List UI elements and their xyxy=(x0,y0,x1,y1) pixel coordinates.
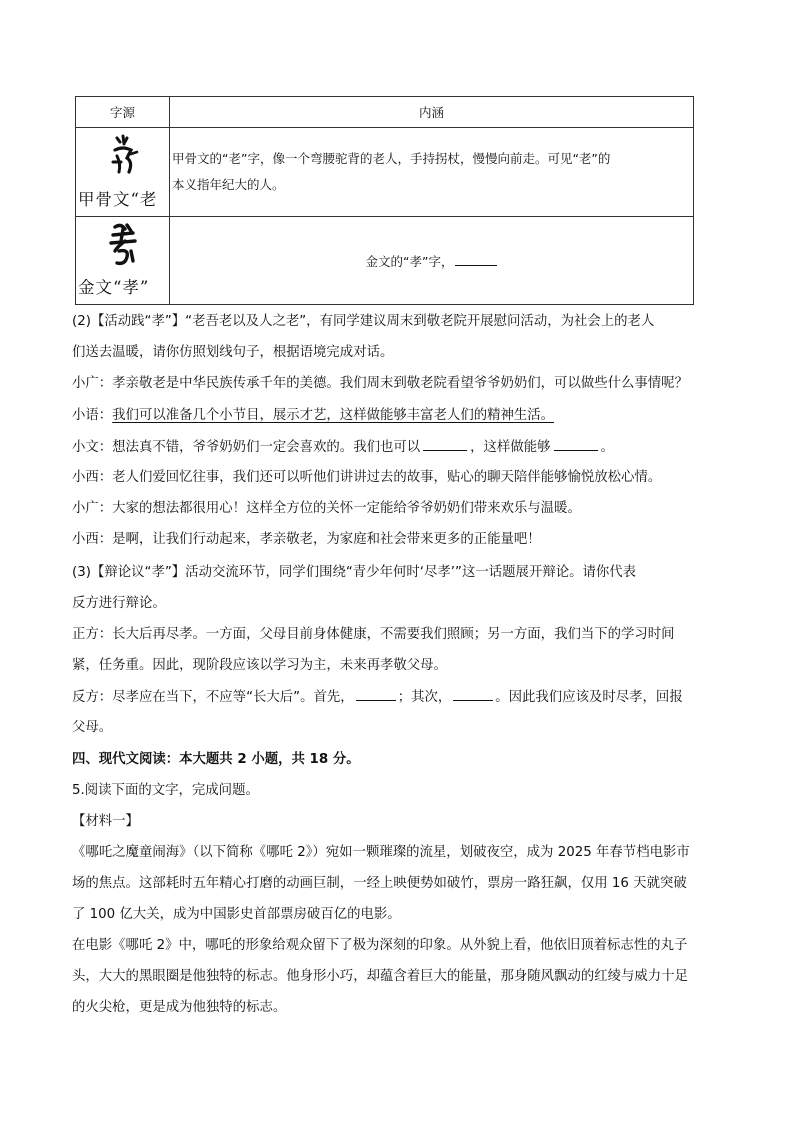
answer-blank xyxy=(423,438,467,451)
oracle-glyph-cell xyxy=(76,128,170,217)
section4-heading: 四、现代文阅读：本大题共 2 小题，共 18 分。 xyxy=(72,752,360,767)
con-text-c: 。因此我们应该及时尽孝，回报 xyxy=(495,690,683,705)
passage-p2-l1: 在电影《哪吒 2》中，哪吒的形象给观众留下了极为深刻的印象。从外貌上看，他依旧顶着标志性的丸子 xyxy=(72,938,688,953)
bronze-xiao-glyph-image xyxy=(103,221,143,269)
table-row xyxy=(76,217,694,305)
xiaowen-text-b: ，这样做能够 xyxy=(470,440,551,455)
oracle-meaning-cell xyxy=(170,128,694,217)
con-side-line1 xyxy=(72,688,683,707)
con-text-b: ；其次， xyxy=(397,690,452,705)
activity3-line2: 反方进行辩论。 xyxy=(72,596,166,611)
answer-blank xyxy=(453,688,493,701)
header-meaning: 内涵 xyxy=(170,97,694,128)
pro-side-line1: 正方：长大后再尽孝。一方面，父母目前身体健康，不需要我们照顾；另一方面，我们当下的学习时间 xyxy=(72,627,675,642)
passage-p2-l3: 的火尖枪，更是成为他独特的标志。 xyxy=(72,1000,287,1015)
bronze-glyph-cell xyxy=(76,217,170,305)
passage-p1-l2: 场的焦点。这部耗时五年精心打磨的动画巨制，一经上映便势如破竹，票房一路狂飙，仅用 16 天就突破 xyxy=(72,876,687,891)
bronze-meaning-cell xyxy=(170,217,694,305)
dialog-xiaoyu xyxy=(72,407,554,425)
answer-blank xyxy=(455,253,497,266)
passage-p1-l1: 《哪吒之魔童闹海》（以下简称《哪吒 2》）宛如一颗璀璨的流星，划破夜空，成为 2025 年春节档电影市 xyxy=(72,845,690,860)
oracle-lao-glyph-image xyxy=(103,132,143,178)
bronze-meaning-text: 金文的“孝”字， xyxy=(365,253,454,269)
activity2-line1: (2)【活动践“孝”】“老吾老以及人之老”，有同学建议周末到敬老院开展慰问活动，为社会上的老人 xyxy=(72,314,655,329)
activity2-line2: 们送去温暖，请你仿照划线句子，根据语境完成对话。 xyxy=(72,345,394,360)
answer-blank xyxy=(554,438,598,451)
question5-prompt: 5.阅读下面的文字，完成问题。 xyxy=(72,783,259,798)
xiaowen-text-a: 小文：想法真不错，爷爷奶奶们一定会喜欢的。我们也可以 xyxy=(72,440,421,455)
dialog-xiaoguang-2: 小广：大家的想法都很用心！这样全方位的关怀一定能给爷爷奶奶们带来欢乐与温暖。 xyxy=(72,501,581,516)
xiaowen-text-c: 。 xyxy=(600,440,614,455)
dialog-xiaoxi-1: 小西：老人们爱回忆往事，我们还可以听他们讲讲过去的故事，贴心的聊天陪伴能够愉悦放松心情。 xyxy=(72,470,662,485)
con-text-a: 反方：尽孝应在当下，不应等“长大后”。首先， xyxy=(72,690,354,705)
oracle-glyph-caption: 甲骨文“老 xyxy=(78,190,158,209)
bronze-glyph-caption: 金文“孝” xyxy=(78,278,150,297)
underlined-model-sentence: 我们可以准备几个小节目，展示才艺，这样做能够丰富老人们的精神生活。 xyxy=(112,408,555,423)
oracle-meaning-line2: 本义指年纪大的人。 xyxy=(172,177,285,192)
answer-blank xyxy=(356,688,396,701)
passage-p1-l3: 了 100 亿大关，成为中国影史首部票房破百亿的电影。 xyxy=(72,907,401,922)
con-side-line2: 父母。 xyxy=(72,720,113,735)
dialog-xiaoguang-1: 小广：孝亲敬老是中华民族传承千年的美德。我们周末到敬老院看望爷爷奶奶们，可以做些什么事情呢？ xyxy=(72,376,688,391)
table-row xyxy=(76,128,694,217)
dialog-xiaowen xyxy=(72,438,614,457)
material-one-label: 【材料一】 xyxy=(72,814,139,829)
passage-p2-l2: 头，大大的黑眼圈是他独特的标志。他身形小巧，却蕴含着巨大的能量，那身随风飘动的红绫与威力十足 xyxy=(72,969,688,984)
etymology-table xyxy=(75,96,694,305)
pro-side-line2: 紧，任务重。因此，现阶段应该以学习为主，未来再孝敬父母。 xyxy=(72,658,447,673)
speaker-xiaoyu: 小语： xyxy=(72,408,113,423)
table-header-row xyxy=(76,97,694,128)
dialog-xiaoxi-2: 小西：是啊，让我们行动起来，孝亲敬老，为家庭和社会带来更多的正能量吧！ xyxy=(72,532,541,547)
header-source: 字源 xyxy=(76,97,170,128)
activity3-line1: (3)【辩论议“孝”】活动交流环节，同学们围绕“青少年何时‘尽孝’”这一话题展开辩论。请你代表 xyxy=(72,565,637,580)
oracle-meaning-line1: 甲骨文的“老”字，像一个弯腰驼背的老人，手持拐杖，慢慢向前走。可见“老”的 xyxy=(172,151,611,166)
